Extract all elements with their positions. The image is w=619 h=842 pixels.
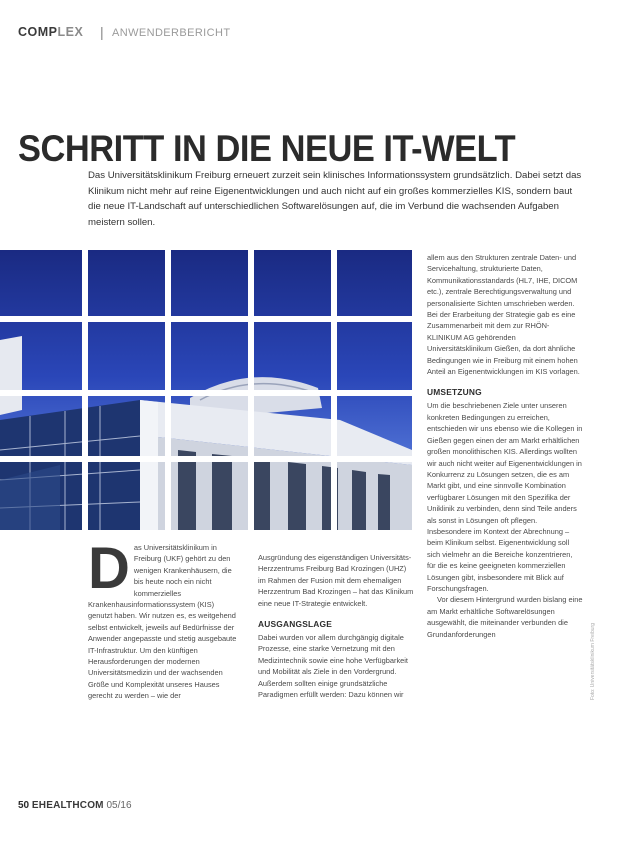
building-photo [0, 250, 412, 530]
body-text: Ausgründung des eigenständigen Universitäts-Herzzentrums Freiburg Bad Krozingen (UHZ) im Rahmen der Fusion mit dem ehemaligen Herzzentrum Bad Krozingen – hat das Klinikum eine neue IT-Strategie entwickelt. [258, 553, 414, 608]
section-label [18, 25, 83, 39]
subheading-umsetzung: UMSETZUNG [427, 387, 482, 398]
subheading-ausgangslage: AUSGANGSLAGE [258, 619, 333, 630]
page-footer [18, 800, 132, 811]
section-label-part2: LEX [57, 25, 84, 39]
grid-line-horizontal [0, 390, 412, 396]
body-column-2 [258, 552, 416, 700]
dropcap: D [88, 536, 130, 601]
body-column-3 [427, 252, 583, 640]
magazine-name: EHEALTHCOM [31, 800, 104, 811]
grid-line-horizontal [0, 456, 412, 462]
body-text: Um die beschriebenen Ziele unter unseren konkreten Bedingungen zu erreichen, entschieden wir uns ebenso wie die Kollegen in Gießen gegen einen der am Markt erhältlichen großen monolithischen KIS. Allerdings wollten wir auch nicht weiter auf Eigenentwicklungen in Konkurrenz zu Lösungen setzen, die es am Markt gibt, und eine sinnvolle Kombination verfügbarer Lösungen mit den Spezifika der Uniklinik zu verbinden, denn sind Teile anders als sonst in Lösungen oft pflegen. Insbesondere im Kontext der Abrechnung – beim Klinikum selbst. Eigenentwicklung soll sich vielmehr an die Bereiche konzentrieren, für die es keine geeigneten kommerziellen Lösungen gibt, insbesondere mit Blick auf Forschungsfragen. [427, 401, 583, 593]
section-separator: | [100, 24, 104, 40]
issue-number: 05/16 [106, 800, 132, 811]
article-headline: SCHRITT IN DIE NEUE IT-WELT [18, 128, 516, 169]
grid-line-horizontal [0, 316, 412, 322]
body-text: as Universitätsklinikum in Freiburg (UKF) gehört zu den wenigen Krankenhäusern, die bis heute noch ein nicht kommerzielles Krankenhausinformationssystem (KIS) genutzt haben. Wir nutzen es, es weitgehend selbst entwickelt, jeweils auf Bedürfnisse der Anwender angepasste und stetig ausgebaute IT-Infrastruktur. Um den künftigen Herausforderungen der modernen Universitätsmedizin und der wachsenden Größe und Komplexität unseres Hauses gerecht zu werden – wie der [88, 543, 237, 701]
section-subtitle: ANWENDERBERICHT [112, 27, 231, 39]
body-text: Vor diesem Hintergrund wurden bislang eine am Markt erhältliche Softwarelösungen ausgewählt, die miteinander verbunden die Grundanforderungen [427, 595, 583, 639]
body-text: allem aus den Strukturen zentrale Daten- und Servicehaltung, strukturierte Daten, Kommunikationsstandards (HL7, IHE, DICOM etc.), zentrale Berechtigungsverwaltung und personalisierte Sichten umschrieben werden. Bei der Erarbeitung der Strategie gab es eine Zusammenarbeit mit dem zur RHÖN-KLINIKUM AG gehörenden Universitätsklinikum Gießen, da dort ähnliche Bedingungen wie in Freiburg mit einem hohen Anteil an Eigenentwicklungen im KIS vorlagen. [427, 253, 580, 377]
section-label-part1: COMP [18, 25, 58, 39]
body-column-1 [88, 536, 238, 702]
page-number: 50 [18, 800, 30, 811]
body-text: Dabei wurden vor allem durchgängig digitale Prozesse, eine starke Vernetzung mit den Medizintechnik sowie eine hohe Verfügbarkeit und Mobilität als Ziele in den Vordergrund. Außerdem sollten einige grundsätzliche Paradigmen erfüllt werden: Dazu können wir [258, 633, 408, 700]
article-lead: Das Universitätsklinikum Freiburg erneuert zurzeit sein klinisches Informationssystem grundsätzlich. Dabei setzt das Klinikum nicht mehr auf reine Eigenentwicklungen und auch nicht auf ein großes kommerzielles KIS, sondern baut die neue IT-Landschaft auf unterschiedlichen Softwarelösungen auf, die im Verbund die wachsenden Aufgaben meistern sollen. [88, 170, 582, 228]
photo-credit: Foto: Universitätsklinikum Freiburg [590, 623, 596, 700]
